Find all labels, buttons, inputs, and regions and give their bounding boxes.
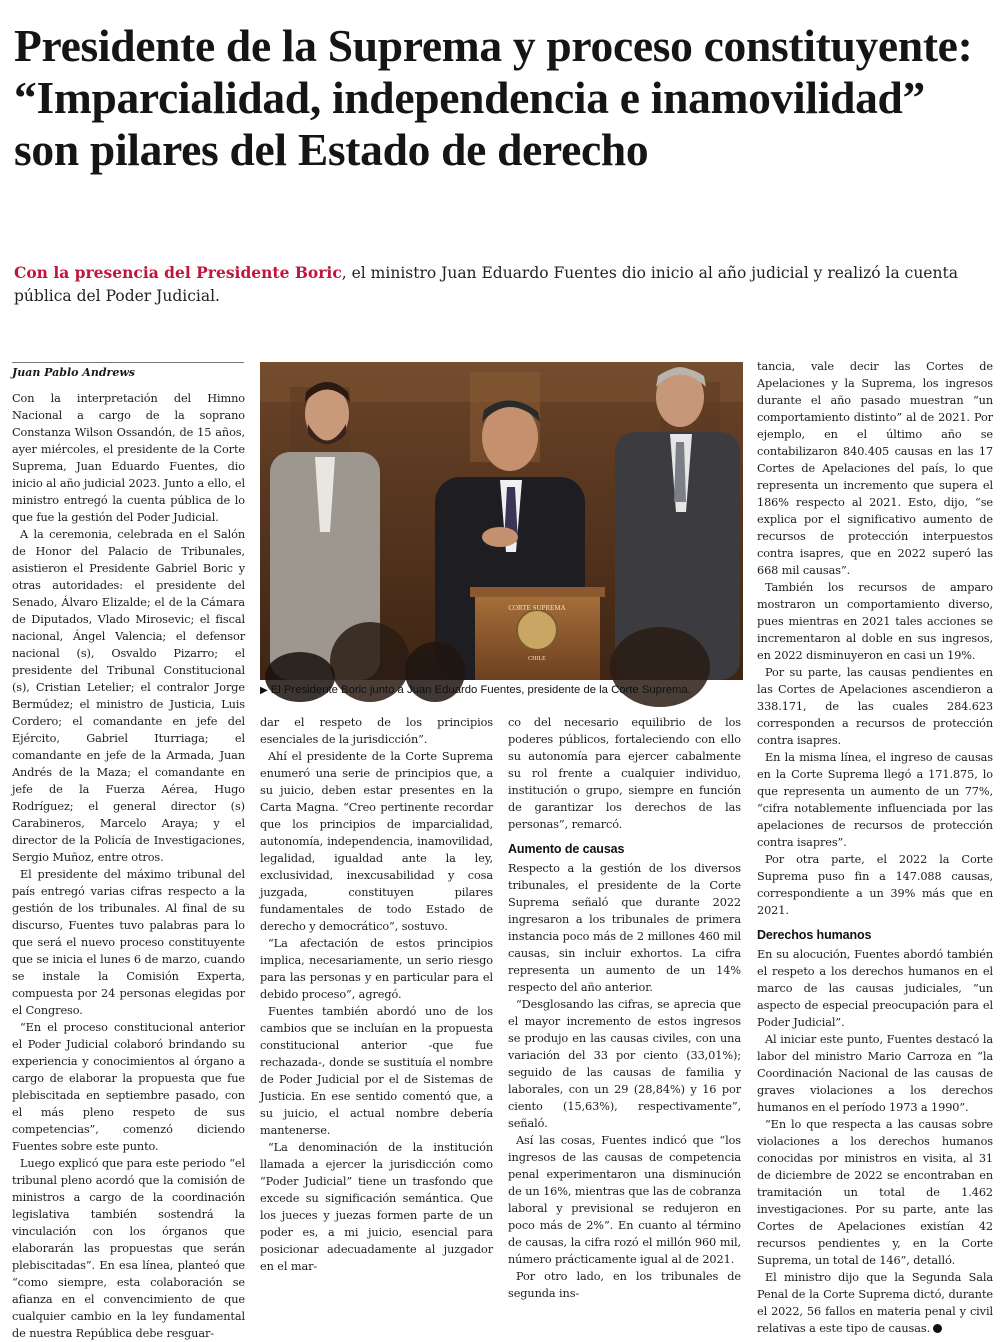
subheading: Aumento de causas <box>508 842 625 856</box>
subheading: Derechos humanos <box>757 928 872 942</box>
paragraph: “La afectación de estos principios implica, necesariamente, un serio riesgo para las personas y en particular para el debido proceso”, agregó. <box>260 937 493 1001</box>
paragraph: “En el proceso constitucional anterior el Poder Judicial colaboró brindando su experiencia y conocimientos al órgano a cargo de elaborar la propuesta que fue plebiscitada en septiembre pasado, con el más pleno respeto de sus competencias”, comenzó diciendo Fuentes sobre este punto. <box>12 1021 245 1153</box>
paragraph <box>757 1269 993 1337</box>
paragraph: Por otra parte, el 2022 la Corte Suprema puso fin a 147.088 causas, correspondiente a un 39% más que en 2021. <box>757 853 993 917</box>
paragraph: Por su parte, las causas pendientes en las Cortes de Apelaciones ascendieron a 338.171, de las cuales 284.623 corresponden a recursos de protección contra isapres. <box>757 666 993 747</box>
podium-subtext: CHILE <box>528 656 546 662</box>
article-column-3 <box>508 714 741 1300</box>
end-mark-icon <box>933 1324 942 1333</box>
photo-illustration <box>260 362 743 680</box>
paragraph: dar el respeto de los principios esenciales de la jurisdicción”. <box>260 716 493 746</box>
paragraph: Luego explicó que para este periodo “el tribunal pleno acordó que la comisión de ministros a cargo de la coordinación legislativa también sostendrá la vinculación con los órganos que elaborarán las propuestas que serán plebiscitadas”. En esa línea, planteó que “como siempre, esta colaboración se afianza en el convencimiento de que cualquier cambio en la ley fundamental de nuestra República debe resguar- <box>12 1157 245 1340</box>
lead-text: , el ministro Juan Eduardo Fuentes dio inicio al año judicial y realizó la cuenta pública del Poder Judicial. <box>14 264 958 305</box>
article-column-1 <box>12 390 245 1340</box>
paragraph: En su alocución, Fuentes abordó también el respeto a los derechos humanos en el marco de las causas judiciales, “un aspecto de especial preocupación para el Poder Judicial”. <box>757 948 993 1029</box>
paragraph-text: El ministro dijo que la Segunda Sala Penal de la Corte Suprema dictó, durante el 2022, 56 fallos en materia penal y civil relativas a este tipo de causas. <box>757 1271 993 1335</box>
paragraph: El presidente del máximo tribunal del país entregó varias cifras respecto a la gestión de los tribunales. Al final de su discurso, Fuentes tuvo palabras para lo que será el nuevo proceso constituyente que se inicia el lunes 6 de marzo, cuando se instale la Comisión Experta, compuesta por 24 personas elegidas por el Congreso. <box>12 868 245 1017</box>
paragraph: Por otro lado, en los tribunales de segunda ins- <box>508 1270 741 1300</box>
article-photo <box>260 362 743 680</box>
paragraph: También los recursos de amparo mostraron un comportamiento diverso, pues mientras en 2021 tales acciones se incrementaron al doble en sus ingresos, en 2022 disminuyeron en casi un 19%. <box>757 581 993 662</box>
paragraph: Ahí el presidente de la Corte Suprema enumeró una serie de principios que, a su juicio, deben estar presentes en la Carta Magna. “Creo pertinente recordar que los principios de imparcialidad, autonomía, independencia, inamovilidad, legalidad, igualdad ante la ley, exclusividad, inexcusabilidad y cosa juzgada, constituyen pilares fundamentales de todo Estado de derecho y democrático”, sostuvo. <box>260 750 493 933</box>
paragraph: Fuentes también abordó uno de los cambios que se incluían en la propuesta constitucional anterior -que fue rechazada-, donde se sustituía el nombre de Poder Judicial por el de Sistemas de Justicia. En ese sentido comentó que, a su juicio, el actual nombre debería mantenerse. <box>260 1005 493 1137</box>
podium <box>470 587 605 680</box>
paragraph: tancia, vale decir las Cortes de Apelaciones y la Suprema, los ingresos durante el año pasado muestran “un comportamiento distinto” al de 2021. Por ejemplo, en el último año se contabilizaron 840.405 causas en las 17 Cortes de Apelaciones del país, lo que representa un incremento que supera el 186% respecto al 2021. Esto, dijo, “se explica por el significativo aumento de recursos de protección interpuestos contra isapres, que en 2022 superó las 668 mil causas”. <box>757 360 993 577</box>
paragraph: En la misma línea, el ingreso de causas en la Corte Suprema llegó a 171.875, lo que representa un aumento de un 77%, “cifra notablemente influenciada por las apelaciones de recursos de protección contra isapres”. <box>757 751 993 849</box>
podium-text: CORTE SUPREMA <box>508 604 566 612</box>
paragraph: “En lo que respecta a las causas sobre violaciones a los derechos humanos conocidas por ministros en visita, al 31 de diciembre de 2022 se encontraban en tramitación un total de 1.462 investigaciones. Por su parte, ante las Cortes de Apelaciones existían 42 recursos pendientes y, en la Corte Suprema, un total de 146”, detalló. <box>757 1118 993 1267</box>
paragraph: A la ceremonia, celebrada en el Salón de Honor del Palacio de Tribunales, asistieron el Presidente Gabriel Boric y otras autoridades: el presidente del Senado, Álvaro Elizalde; el de la Cámara de Diputados, Vlado Mirosevic; el fiscal nacional, Ángel Valencia; el defensor nacional (s), Osvaldo Pizarro; el presidente del Tribunal Constitucional (s), Cristian Letelier; el contralor Jorge Bermúdez; el ministro de Justicia, Luis Cordero; el comandante en jefe del Ejército, Gabriel Iturriaga; el comandante en jefe de la Armada, Juan Andrés de la Maza; el comandante en jefe de la Fuerza Aérea, Hugo Rodríguez; el general director (s) Carabineros, Marcelo Araya; y el director de la Policía de Investigaciones, Sergio Muñoz, entre otros. <box>12 528 245 864</box>
lead-highlight: Con la presencia del Presidente Boric <box>14 263 342 282</box>
triangle-icon: ▶ <box>260 685 268 696</box>
byline: Juan Pablo Andrews <box>12 362 244 379</box>
article-column-2 <box>260 714 493 1273</box>
paragraph: Con la interpretación del Himno Nacional a cargo de la soprano Constanza Wilson Ossandón, de 15 años, ayer miércoles, el presidente de la Corte Suprema, Juan Eduardo Fuentes, dio inicio al año judicial 2023. Junto a ello, el ministro entregó la cuenta pública de lo que fue la gestión del Poder Judicial. <box>12 392 245 524</box>
article-column-4 <box>757 358 993 1335</box>
paragraph: co del necesario equilibrio de los poderes públicos, fortaleciendo con ello su autonomía para ejercer cabalmente su rol frente a cualquier individuo, institución o grupo, siempre en función de garantizar los derechos de las personas”, remarcó. <box>508 716 741 831</box>
paragraph: Al iniciar este punto, Fuentes destacó la labor del ministro Mario Carroza en “la Coordinación Nacional de las causas de graves violaciones a los derechos humanos en el período 1973 a 1990”. <box>757 1033 993 1114</box>
headline: Presidente de la Suprema y proceso constituyente: “Imparcialidad, independencia e inamovilidad” son pilares del Estado de derecho <box>14 20 973 175</box>
photo-caption <box>260 684 743 696</box>
caption-text: El Presidente Boric junto a Juan Eduardo Fuentes, presidente de la Corte Suprema. <box>270 684 691 696</box>
paragraph: “La denominación de la institución llamada a ejercer la jurisdicción como “Poder Judicial” tiene un trasfondo que excede su significación semántica. Que los jueces y juezas formen parte de un poder es, a mi juicio, esencial para posicionar adecuadamente al juzgador en el mar- <box>260 1141 493 1273</box>
paragraph: Así las cosas, Fuentes indicó que “los ingresos de las causas de competencia penal experimentaron una disminución de un 16%, mientras que las de cobranza laboral y previsional se redujeron en poco más de 2%”. En cuanto al término de causas, la cifra rozó el millón 960 mil, número prácticamente igual al de 2021. <box>508 1134 741 1266</box>
paragraph: “Desglosando las cifras, se aprecia que el mayor incremento de estos ingresos se produjo en las causas civiles, con una variación del 33 por ciento (33,01%); seguido de las causas de familia y laborales, con un 29 (28,84%) y 16 por ciento (15,63%), respectivamente”, señaló. <box>508 998 741 1130</box>
paragraph: Respecto a la gestión de los diversos tribunales, el presidente de la Corte Suprema señaló que durante 2022 ingresaron a los tribunales de primera instancia poco más de 2 millones 460 mil causas, sin incluir exhortos. La cifra representa un aumento de un 14% respecto del año anterior. <box>508 862 741 994</box>
lead-paragraph <box>14 261 974 308</box>
